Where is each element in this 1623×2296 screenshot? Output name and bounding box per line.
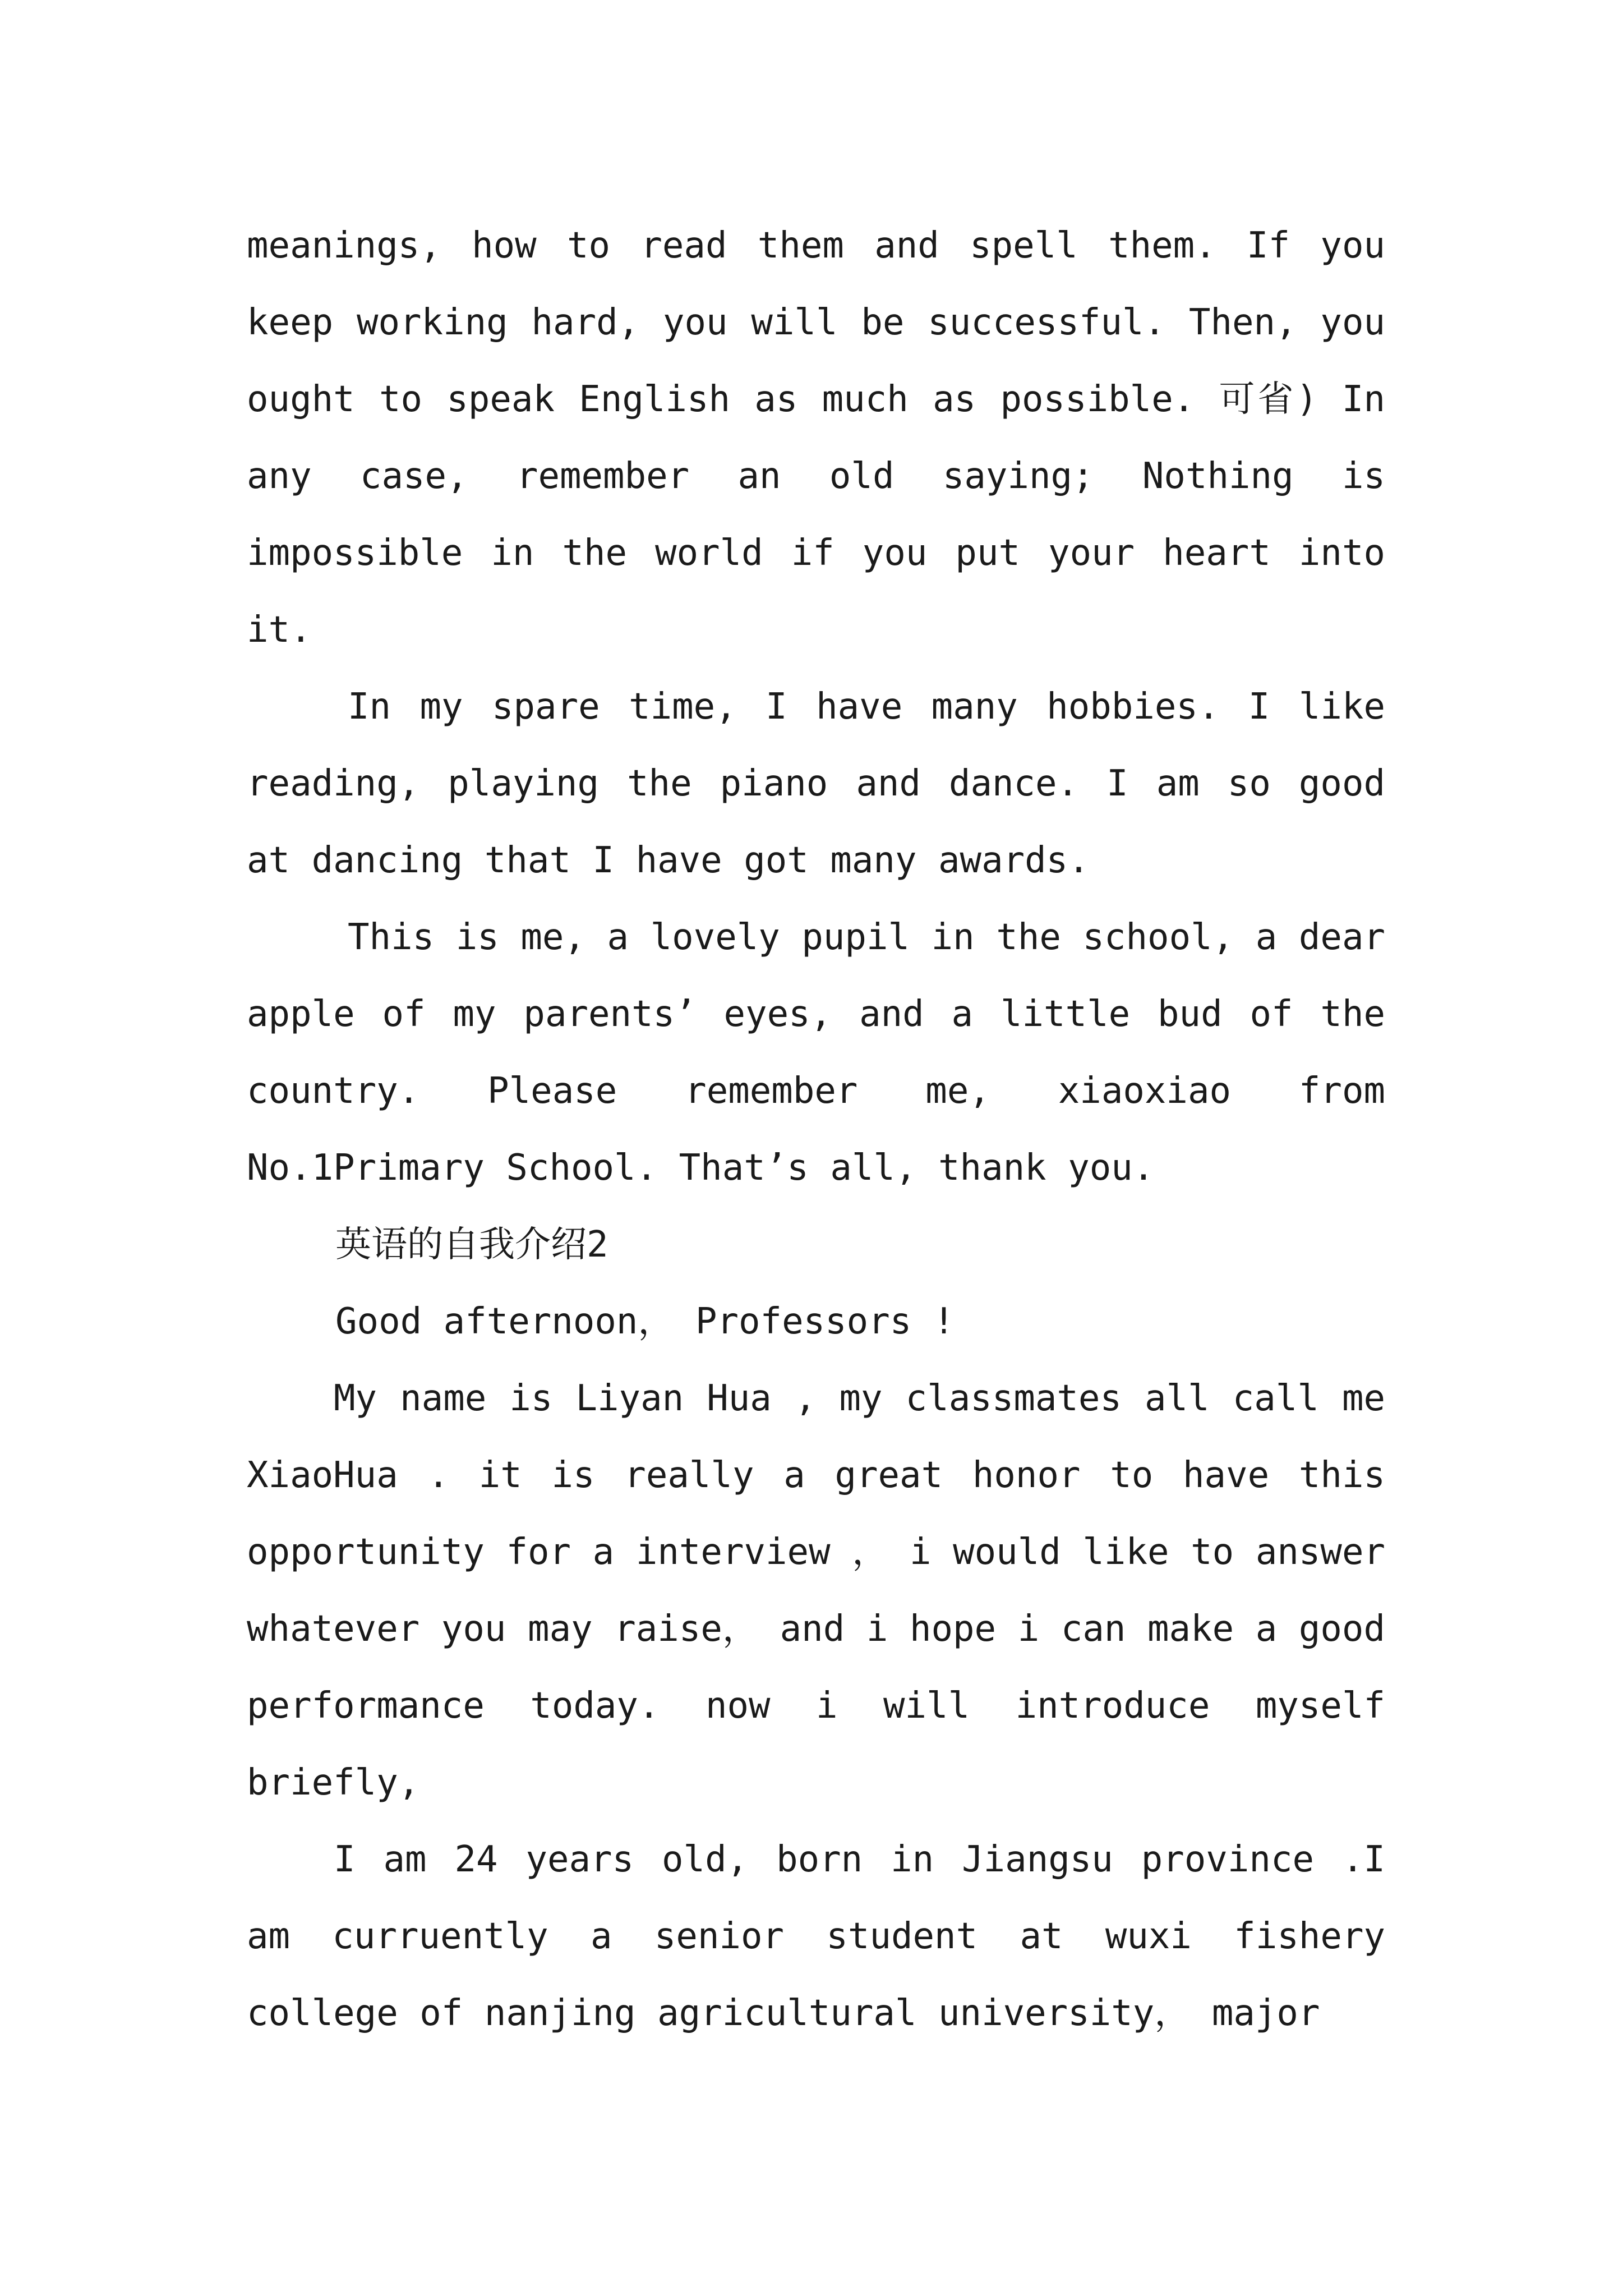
- paragraph-hobbies: In my spare time, I have many hobbies. I like reading, playing the piano and dance. I am so good at dancing that I have got many awards.: [247, 686, 1385, 881]
- section-heading: 英语的自我介绍2: [335, 1224, 608, 1266]
- document-body: [247, 208, 1385, 2052]
- paragraph-study-advice: meanings, how to read them and spell them. If you keep working hard, you will be successful. Then, you ought to speak English as much as possible. 可省) In any case, remember an old saying; Nothing is impossible in the world if you put your heart into it.: [247, 225, 1385, 651]
- paragraph-introduction: My name is Liyan Hua , my classmates all call me XiaoHua . it is really a great honor to have this opportunity for a interview ， i would like to answer whatever you may raise， and i hope i can make a good performance today. now i will introduce myself briefly,: [247, 1378, 1385, 1803]
- paragraph-closing: This is me, a lovely pupil in the school, a dear apple of my parents’ eyes, and a little bud of the country. Please remember me, xiaoxiao from No.1Primary School. That’s all, thank you.: [247, 917, 1385, 1189]
- paragraph-background: I am 24 years old, born in Jiangsu province .I am curruently a senior student at wuxi fishery college of nanjing agricultural university， major: [247, 1839, 1385, 2034]
- greeting-line: Good afternoon， Professors !: [335, 1301, 955, 1342]
